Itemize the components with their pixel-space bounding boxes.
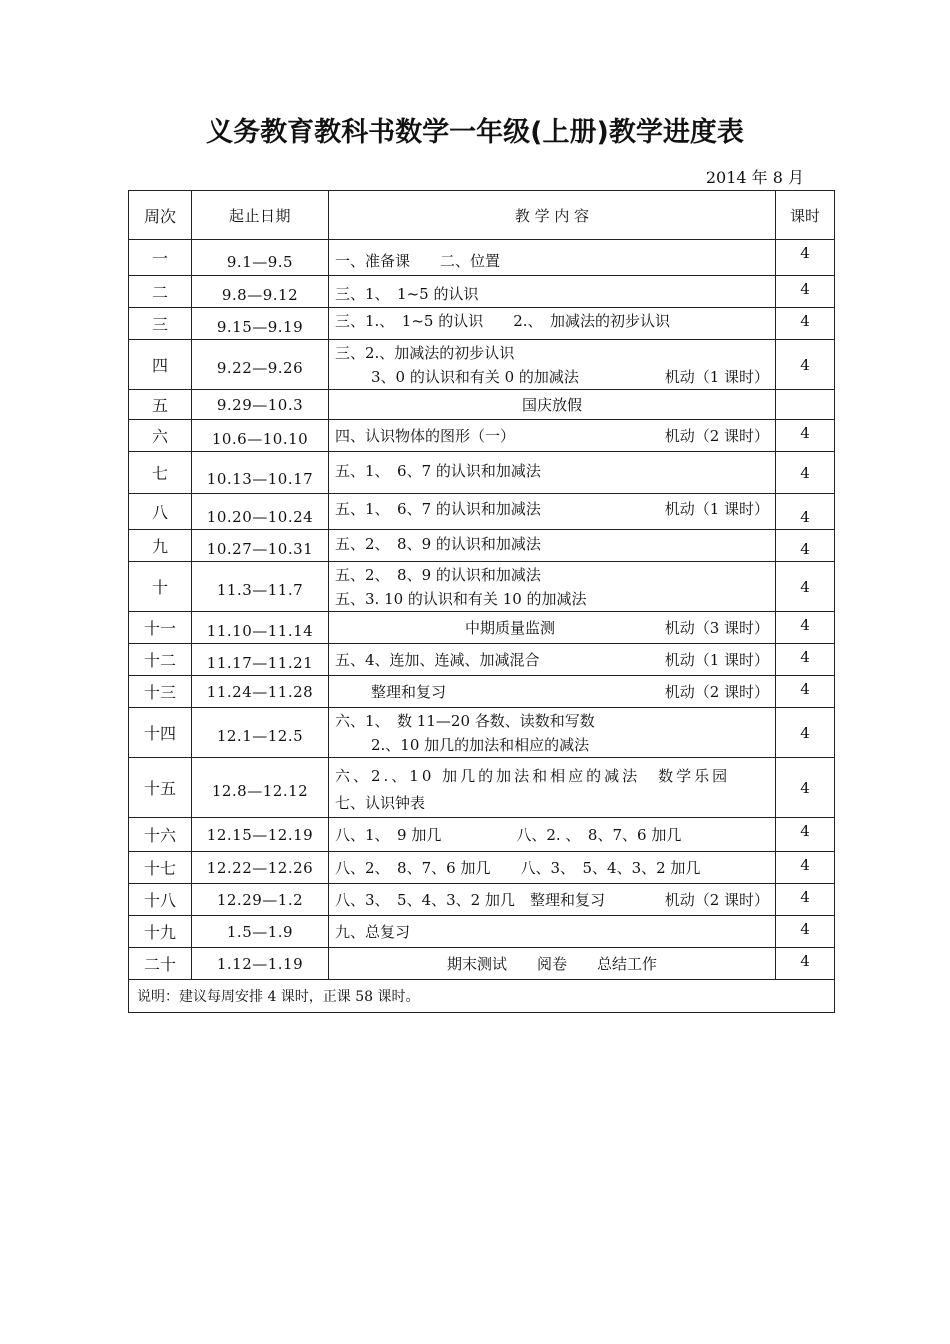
content-line <box>335 365 769 389</box>
date-cell: 10.20—10.24 <box>192 494 329 530</box>
week-cell: 九 <box>129 530 192 562</box>
table-row <box>129 916 835 948</box>
date-cell: 12.1—12.5 <box>192 708 329 758</box>
content-line: 一、准备课 二、位置 <box>335 252 501 270</box>
table-row <box>129 240 835 276</box>
flex-hours: 机动（2 课时） <box>664 891 769 909</box>
hours-cell: 4 <box>776 884 835 916</box>
date-cell: 9.29—10.3 <box>192 390 329 420</box>
table-header-row <box>129 191 835 240</box>
content-cell <box>329 390 776 420</box>
hours-cell: 4 <box>776 452 835 494</box>
hours-cell: 4 <box>776 644 835 676</box>
date-cell: 11.24—11.28 <box>192 676 329 708</box>
date-cell: 9.8—9.12 <box>192 276 329 308</box>
table-row <box>129 562 835 612</box>
content-cell <box>329 884 776 916</box>
content-cell <box>329 612 776 644</box>
content-cell <box>329 758 776 818</box>
week-cell: 四 <box>129 340 192 390</box>
content-cell <box>329 818 776 852</box>
date-cell: 12.22—12.26 <box>192 852 329 884</box>
date-cell: 12.29—1.2 <box>192 884 329 916</box>
week-cell: 六 <box>129 420 192 452</box>
content-cell <box>329 562 776 612</box>
content-cell <box>329 240 776 276</box>
date-cell: 10.27—10.31 <box>192 530 329 562</box>
content-line: 期末测试 阅卷 总结工作 <box>446 955 657 973</box>
content-text: 五、1、 6、7 的认识和加减法 <box>335 500 541 518</box>
date-cell: 1.5—1.9 <box>192 916 329 948</box>
hours-cell: 4 <box>776 240 835 276</box>
hours-cell: 4 <box>776 562 835 612</box>
date-cell: 11.3—11.7 <box>192 562 329 612</box>
table-row <box>129 612 835 644</box>
hours-cell: 4 <box>776 420 835 452</box>
date-cell: 12.8—12.12 <box>192 758 329 818</box>
content-cell <box>329 644 776 676</box>
content-line: 六、2.、10 加几的加法和相应的减法 数学乐园 <box>335 766 731 785</box>
table-row <box>129 452 835 494</box>
hours-cell: 4 <box>776 948 835 980</box>
table-row <box>129 818 835 852</box>
content-cell <box>329 530 776 562</box>
content-line: 2.、10 加几的加法和相应的减法 <box>371 735 590 754</box>
hours-cell: 4 <box>776 852 835 884</box>
content-line: 八、1、 9 加几 八、2. 、 8、7、6 加几 <box>335 826 682 844</box>
date-cell: 1.12—1.19 <box>192 948 329 980</box>
hours-cell: 4 <box>776 676 835 708</box>
content-line: 三、1.、 1~5 的认识 2.、 加减法的初步认识 <box>335 312 671 330</box>
content-cell <box>329 308 776 340</box>
date-cell: 11.17—11.21 <box>192 644 329 676</box>
week-cell: 二 <box>129 276 192 308</box>
hours-cell: 4 <box>776 276 835 308</box>
note-row <box>129 980 835 1013</box>
week-cell: 五 <box>129 390 192 420</box>
date-cell: 11.10—11.14 <box>192 612 329 644</box>
schedule-table <box>128 190 835 1013</box>
hours-cell: 4 <box>776 612 835 644</box>
content-cell <box>329 708 776 758</box>
content-cell <box>329 916 776 948</box>
week-cell: 十五 <box>129 758 192 818</box>
header-content: 教 学 内 容 <box>329 191 776 240</box>
week-cell: 十八 <box>129 884 192 916</box>
hours-cell: 4 <box>776 308 835 340</box>
content-line: 七、认识钟表 <box>335 793 426 812</box>
week-cell: 十 <box>129 562 192 612</box>
week-cell: 一 <box>129 240 192 276</box>
table-row <box>129 340 835 390</box>
note-text: 说明：建议每周安排 4 课时，正课 58 课时。 <box>129 980 835 1013</box>
content-text: 五、4、连加、连减、加减混合 <box>335 651 540 669</box>
date-cell: 12.15—12.19 <box>192 818 329 852</box>
page-title: 义务教育教科书数学一年级(上册)教学进度表 <box>206 117 744 148</box>
content-line: 五、2、 8、9 的认识和加减法 <box>335 565 541 584</box>
content-line: 八、2、 8、7、6 加几 八、3、 5、4、3、2 加几 <box>335 859 701 877</box>
flex-hours: 机动（3 课时） <box>664 619 769 637</box>
week-cell: 十二 <box>129 644 192 676</box>
header-hours: 课时 <box>776 191 835 240</box>
header-date: 起止日期 <box>192 191 329 240</box>
content-line: 三、1、 1~5 的认识 <box>335 285 479 303</box>
flex-hours: 机动（1 课时） <box>664 500 769 518</box>
table-row <box>129 676 835 708</box>
flex-hours: 机动（1 课时） <box>664 651 769 669</box>
content-cell <box>329 420 776 452</box>
week-cell: 二十 <box>129 948 192 980</box>
hours-cell: 4 <box>776 708 835 758</box>
content-cell <box>329 494 776 530</box>
flex-hours: 机动（2 课时） <box>664 683 769 701</box>
content-cell <box>329 852 776 884</box>
date-cell: 10.13—10.17 <box>192 452 329 494</box>
flex-hours: 机动（2 课时） <box>664 427 769 445</box>
content-cell <box>329 340 776 390</box>
content-cell <box>329 948 776 980</box>
date-cell: 9.1—9.5 <box>192 240 329 276</box>
content-cell <box>329 452 776 494</box>
table-row <box>129 494 835 530</box>
week-cell: 八 <box>129 494 192 530</box>
week-cell: 十四 <box>129 708 192 758</box>
content-cell <box>329 676 776 708</box>
content-text: 中期质量监测 <box>465 619 556 637</box>
flex-hours: 机动（1 课时） <box>664 367 769 386</box>
content-text: 3、0 的认识和有关 0 的加减法 <box>371 367 579 386</box>
content-text: 四、认识物体的图形（一） <box>335 427 516 445</box>
hours-cell: 4 <box>776 340 835 390</box>
week-cell: 十三 <box>129 676 192 708</box>
hours-cell <box>776 390 835 420</box>
content-line: 六、1、 数 11—20 各数、读数和写数 <box>335 711 595 730</box>
header-week: 周次 <box>129 191 192 240</box>
week-cell: 十一 <box>129 612 192 644</box>
table-row <box>129 276 835 308</box>
date-cell: 9.22—9.26 <box>192 340 329 390</box>
week-cell: 十九 <box>129 916 192 948</box>
content-cell <box>329 276 776 308</box>
table-row <box>129 948 835 980</box>
content-line: 五、1、 6、7 的认识和加减法 <box>335 462 541 480</box>
hours-cell: 4 <box>776 494 835 530</box>
content-line: 九、总复习 <box>335 923 411 941</box>
content-text: 八、3、 5、4、3、2 加几 整理和复习 <box>335 891 605 909</box>
hours-cell: 4 <box>776 818 835 852</box>
hours-cell: 4 <box>776 758 835 818</box>
table-row <box>129 308 835 340</box>
week-cell: 七 <box>129 452 192 494</box>
week-cell: 十七 <box>129 852 192 884</box>
week-cell: 十六 <box>129 818 192 852</box>
table-row <box>129 390 835 420</box>
content-line: 五、2、 8、9 的认识和加减法 <box>335 535 541 553</box>
table-row <box>129 420 835 452</box>
week-cell: 三 <box>129 308 192 340</box>
content-line: 三、2.、加减法的初步认识 <box>335 343 515 362</box>
table-row <box>129 644 835 676</box>
content-line: 五、3. 10 的认识和有关 10 的加减法 <box>335 589 587 608</box>
content-text: 整理和复习 <box>371 683 447 701</box>
hours-cell: 4 <box>776 916 835 948</box>
content-line: 国庆放假 <box>521 396 582 414</box>
table-row <box>129 852 835 884</box>
table-row <box>129 530 835 562</box>
table-row <box>129 758 835 818</box>
date-cell: 10.6—10.10 <box>192 420 329 452</box>
document-date: 2014 年 8 月 <box>705 168 804 187</box>
date-cell: 9.15—9.19 <box>192 308 329 340</box>
table-row <box>129 708 835 758</box>
table-row <box>129 884 835 916</box>
hours-cell: 4 <box>776 530 835 562</box>
